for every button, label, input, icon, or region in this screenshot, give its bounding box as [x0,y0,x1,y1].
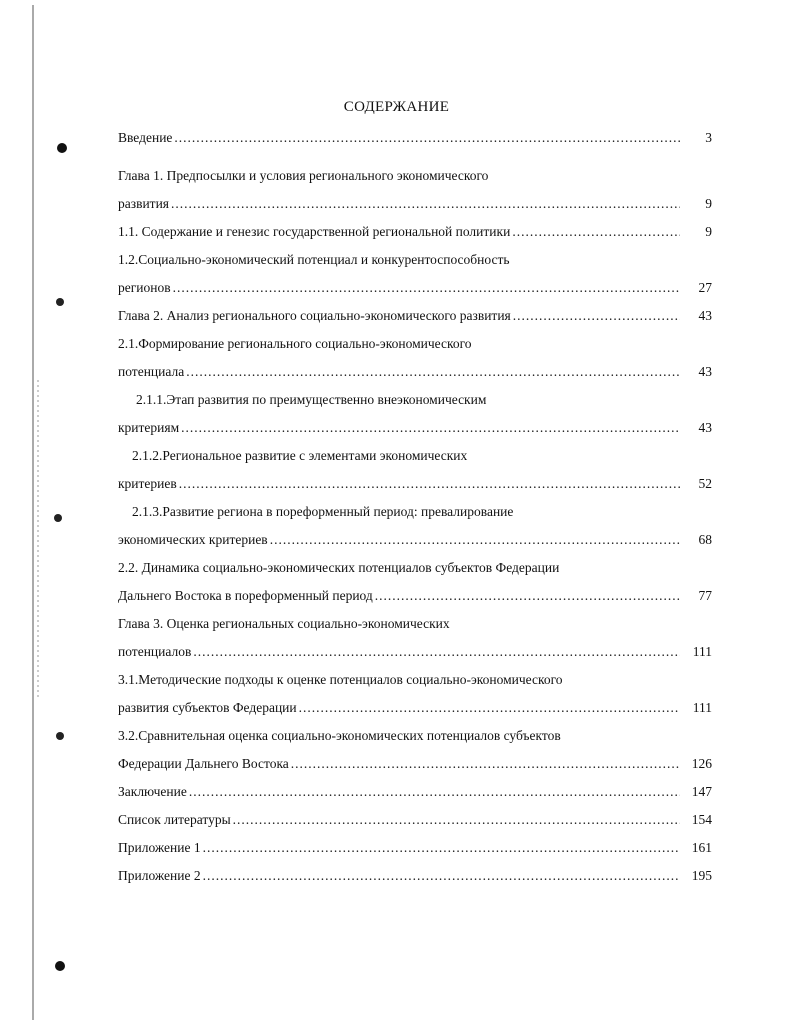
toc-entry-line [118,194,712,214]
toc-entry-text: Дальнего Востока в пореформенный период [118,588,373,603]
toc-entry-text: 1.2.Социально-экономический потенциал и конкурентоспособность [118,252,510,267]
toc-entry-text: Федерации Дальнего Востока [118,756,289,771]
toc-entry-text: Заключение [118,784,187,799]
toc-entry-text: 2.1.Формирование регионального социально-экономического [118,336,472,351]
toc-leader-dots [270,530,680,550]
toc-entry-line [118,586,712,606]
toc-entry-line [118,530,712,550]
binding-hole-mark [57,143,67,153]
toc-page-number: 43 [698,308,712,323]
toc-entry-line-wrapped [118,334,712,354]
toc-entry-text: 2.1.2.Региональное развитие с элементами экономических [132,448,468,463]
binding-hole-mark [55,961,65,971]
toc-entry-line [118,306,712,326]
toc-entry-line-wrapped [132,502,712,522]
toc-entry-text: критериям [118,420,180,435]
toc-entry-text: критериев [118,476,177,491]
toc-entry-text: 2.2. Динамика социально-экономических потенциалов субъектов Федерации [118,560,560,575]
toc-leader-dots [203,866,680,886]
toc-entry-text: 3.2.Сравнительная оценка социально-экономических потенциалов субъектов [118,728,561,743]
toc-entry-line [118,278,712,298]
toc-page-number: 111 [692,700,712,715]
toc-entry-line [118,866,712,886]
toc-entry-text: Приложение 1 [118,840,201,855]
toc-page-number: 154 [691,812,712,827]
toc-entry-line [118,128,712,148]
toc-entry-text: развития [118,196,170,211]
toc-leader-dots [189,782,680,802]
toc-page-number: 43 [698,420,712,435]
toc-entry-text: 2.1.3.Развитие региона в пореформенный период: превалирование [132,504,514,519]
toc-page-number: 195 [691,868,712,883]
toc-leader-dots [513,306,680,326]
page-title: СОДЕРЖАНИЕ [343,99,450,115]
toc-entry-line-wrapped [132,446,712,466]
toc-entry-line [118,698,712,718]
toc-entry-line [118,222,712,242]
toc-entry-text: Список литературы [118,812,231,827]
toc-page-number: 111 [692,644,712,659]
toc-page-number: 9 [705,224,712,239]
toc-entry-line-wrapped [118,726,712,746]
toc-leader-dots [299,698,680,718]
binding-hole-mark [56,732,64,740]
toc-leader-dots [179,474,680,494]
toc-leader-dots [291,754,680,774]
toc-page-number: 27 [698,280,712,295]
toc-entry-line-wrapped [118,558,712,578]
toc-entry-text: 2.1.1.Этап развития по преимущественно внеэкономическим [136,392,487,407]
toc-page-number: 68 [698,532,712,547]
toc-page-number: 147 [691,784,712,799]
toc-page-number: 161 [691,840,712,855]
toc-page-number: 52 [698,476,712,491]
toc-entry-line [118,782,712,802]
toc-entry-text: развития субъектов Федерации [118,700,297,715]
toc-page-number: 9 [705,196,712,211]
binding-hole-mark [54,514,62,522]
toc-entry-text: Глава 1. Предпосылки и условия регионального экономического [118,168,489,183]
toc-entry-line [118,838,712,858]
toc-entry-text: Глава 2. Анализ регионального социально-экономического развития [118,308,511,323]
binding-hole-mark [56,298,64,306]
toc-entry-line-wrapped [136,390,712,410]
toc-page-number: 3 [705,130,712,145]
toc-entry-line [118,362,712,382]
toc-entry-line-wrapped [118,670,712,690]
toc-leader-dots [174,128,680,148]
toc-leader-dots [193,642,680,662]
toc-entry-text: потенциала [118,364,185,379]
toc-entry-line-wrapped [118,250,712,270]
toc-entry-line [118,754,712,774]
toc-entry-text: Глава 3. Оценка региональных социально-экономических [118,616,450,631]
toc-entry-line [118,418,712,438]
toc-entry-line [118,642,712,662]
toc-entry-line-wrapped [118,614,712,634]
toc-leader-dots [203,838,680,858]
toc-leader-dots [512,222,680,242]
toc-leader-dots [181,418,680,438]
toc-leader-dots [375,586,680,606]
toc-page-number: 126 [691,756,712,771]
scan-margin-artifacts [0,0,90,1025]
toc-page-number: 43 [698,364,712,379]
toc-page-number: 77 [698,588,712,603]
toc-entry-line [118,810,712,830]
toc-entry-text: потенциалов [118,644,192,659]
toc-leader-dots [233,810,680,830]
toc-leader-dots [173,278,680,298]
toc-entry-text: Приложение 2 [118,868,201,883]
toc-entry-text: экономических критериев [118,532,268,547]
toc-leader-dots [186,362,680,382]
toc-leader-dots [171,194,680,214]
toc-entry-text: Введение [118,130,173,145]
toc-entry-text: 1.1. Содержание и генезис государственной региональной политики [118,224,511,239]
toc-entry-line [118,474,712,494]
toc-entry-line-wrapped [118,166,712,186]
toc-entry-text: 3.1.Методические подходы к оценке потенциалов социально-экономического [118,672,563,687]
toc-entry-text: регионов [118,280,171,295]
